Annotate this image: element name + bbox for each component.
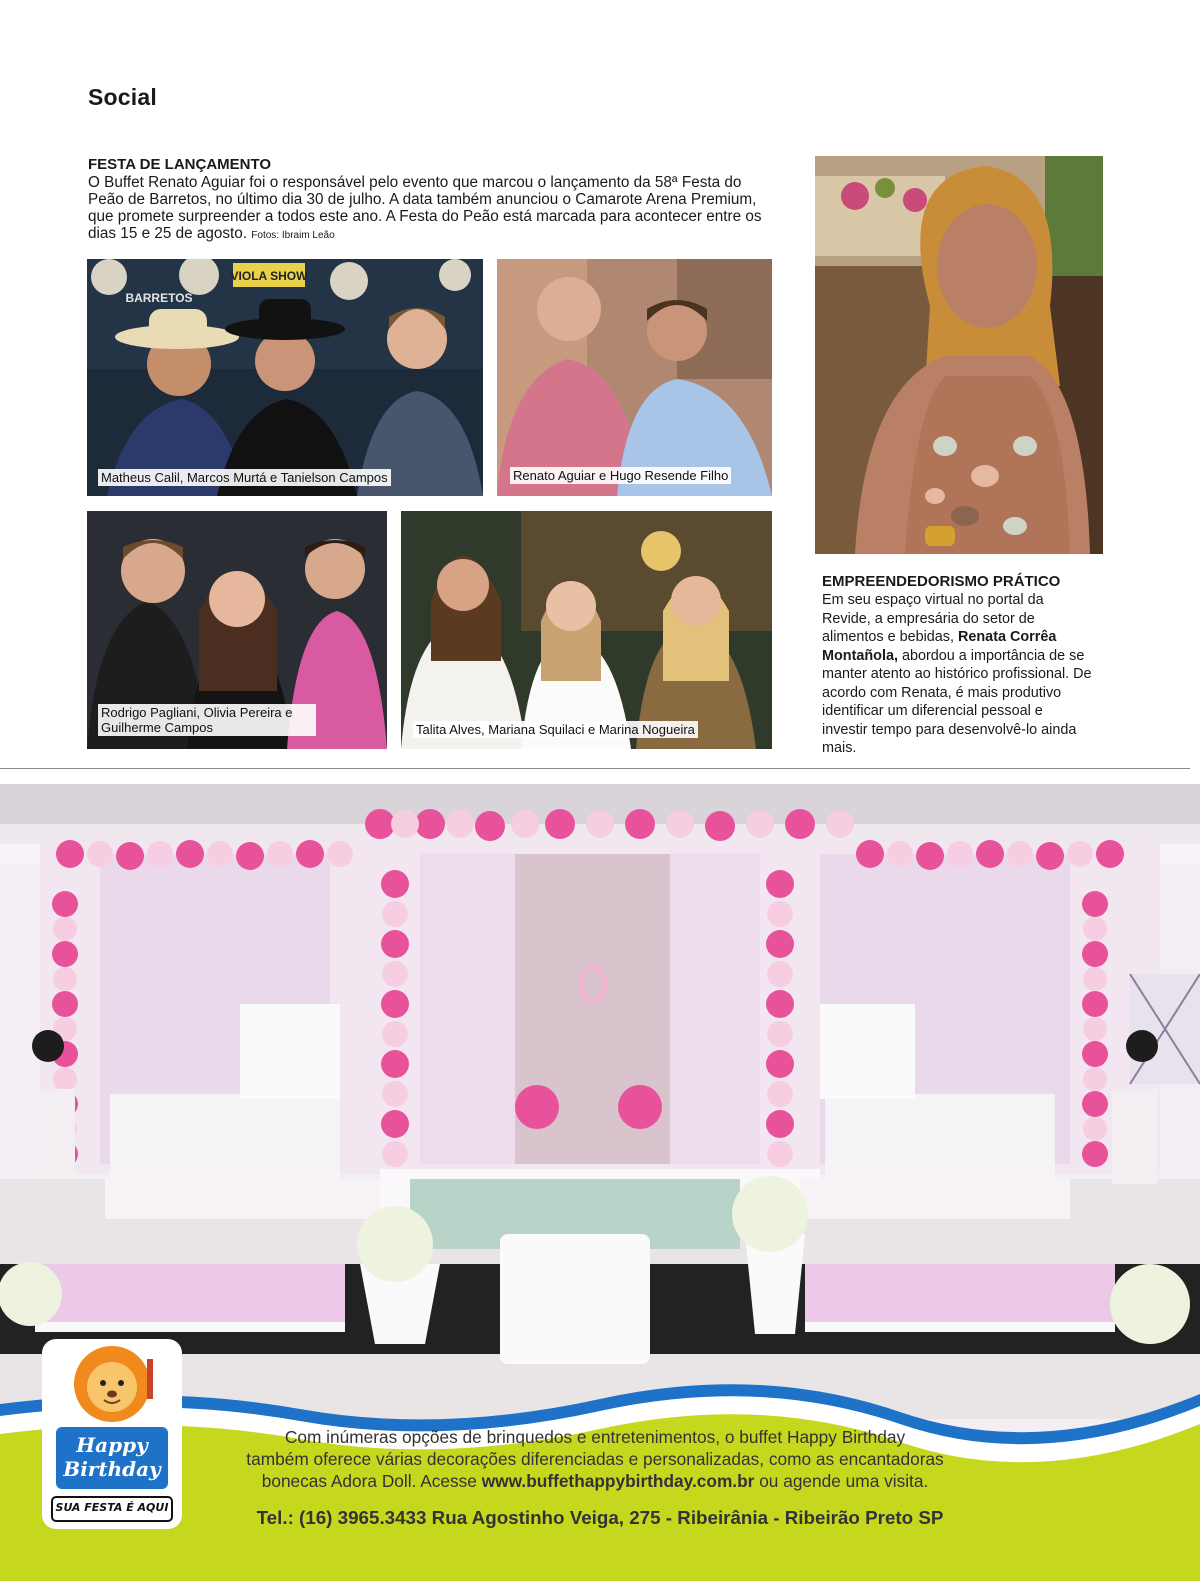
sidebar-name: Renata Corrêa Montañola, xyxy=(822,629,1057,664)
photo-4-caption: Talita Alves, Mariana Squilaci e Marina Nogueira xyxy=(413,721,698,738)
sidebar-text-after: abordou a importância de se manter atento ao histórico profissional. De acordo com Renata, é mais produtivo identificar um diferencial pessoal e investir tempo para desenvolvê-lo ainda mais. xyxy=(822,647,1092,756)
ad-text-line-1: Com inúmeras opções de brinquedos e entretenimentos, o buffet Happy Birthday xyxy=(284,1427,906,1447)
article-body xyxy=(88,174,780,244)
photo-2-image xyxy=(497,259,772,496)
photo-4 xyxy=(401,511,772,749)
article-heading: FESTA DE LANÇAMENTO xyxy=(88,156,272,173)
ad-contact: Tel.: (16) 3965.3433 Rua Agostinho Veiga, 275 - Ribeirânia - Ribeirão Preto SP xyxy=(256,1507,944,1528)
logo-happy: Happy xyxy=(76,1433,148,1457)
viola-show-sign: VIOLA SHOW xyxy=(230,269,308,283)
ad-text-line-2: também oferece várias decorações diferenciadas e personalizadas, como as encantadoras xyxy=(246,1449,944,1469)
photo-credit: Fotos: Ibraim Leão xyxy=(251,230,335,241)
photo-2-caption: Renato Aguiar e Hugo Resende Filho xyxy=(510,467,731,484)
ad-description xyxy=(180,1426,1010,1492)
photo-1-image xyxy=(87,259,483,496)
page-divider xyxy=(0,768,1190,769)
barretos-sign: BARRETOS xyxy=(125,291,193,305)
photo-4-image xyxy=(401,511,772,749)
happy-birthday-logo xyxy=(42,1339,182,1529)
ad-text-line-3 xyxy=(180,1470,1010,1492)
ad-text-line-3-after: ou agende uma visita. xyxy=(754,1471,929,1491)
photo-2 xyxy=(497,259,772,496)
article-text: O Buffet Renato Aguiar foi o responsável pelo evento que marcou o lançamento da 58ª Festa do Peão de Barretos, no último dia 30 de julho. A data também anunciou o Camarote Arena Premium, que promete surpreender a todos este ano. A Festa do Peão está marcada para acontecer entre os dias 15 e 25 de agosto. xyxy=(88,174,762,242)
ad-text-line-3-before: bonecas Adora Doll. Acesse xyxy=(261,1471,482,1491)
logo-slogan: SUA FESTA É AQUI xyxy=(55,1501,169,1514)
portrait-image xyxy=(815,156,1103,554)
photo-3-caption: Rodrigo Pagliani, Olivia Pereira e Guilherme Campos xyxy=(98,704,316,736)
photo-3 xyxy=(87,511,387,749)
photo-1 xyxy=(87,259,483,496)
logo-birthday: Birthday xyxy=(63,1457,161,1481)
ad-website-link[interactable]: www.buffethappybirthday.com.br xyxy=(481,1471,755,1491)
sidebar-text-before: Em seu espaço virtual no portal da Revide, a empresária do setor de alimentos e bebidas, xyxy=(822,592,1044,645)
section-title: Social xyxy=(88,84,157,110)
portrait-photo xyxy=(815,156,1103,554)
photo-1-caption: Matheus Calil, Marcos Murtá e Tanielson Campos xyxy=(98,469,391,486)
sidebar-body xyxy=(822,591,1092,758)
sidebar-heading: EMPREENDEDORISMO PRÁTICO xyxy=(822,573,1061,590)
